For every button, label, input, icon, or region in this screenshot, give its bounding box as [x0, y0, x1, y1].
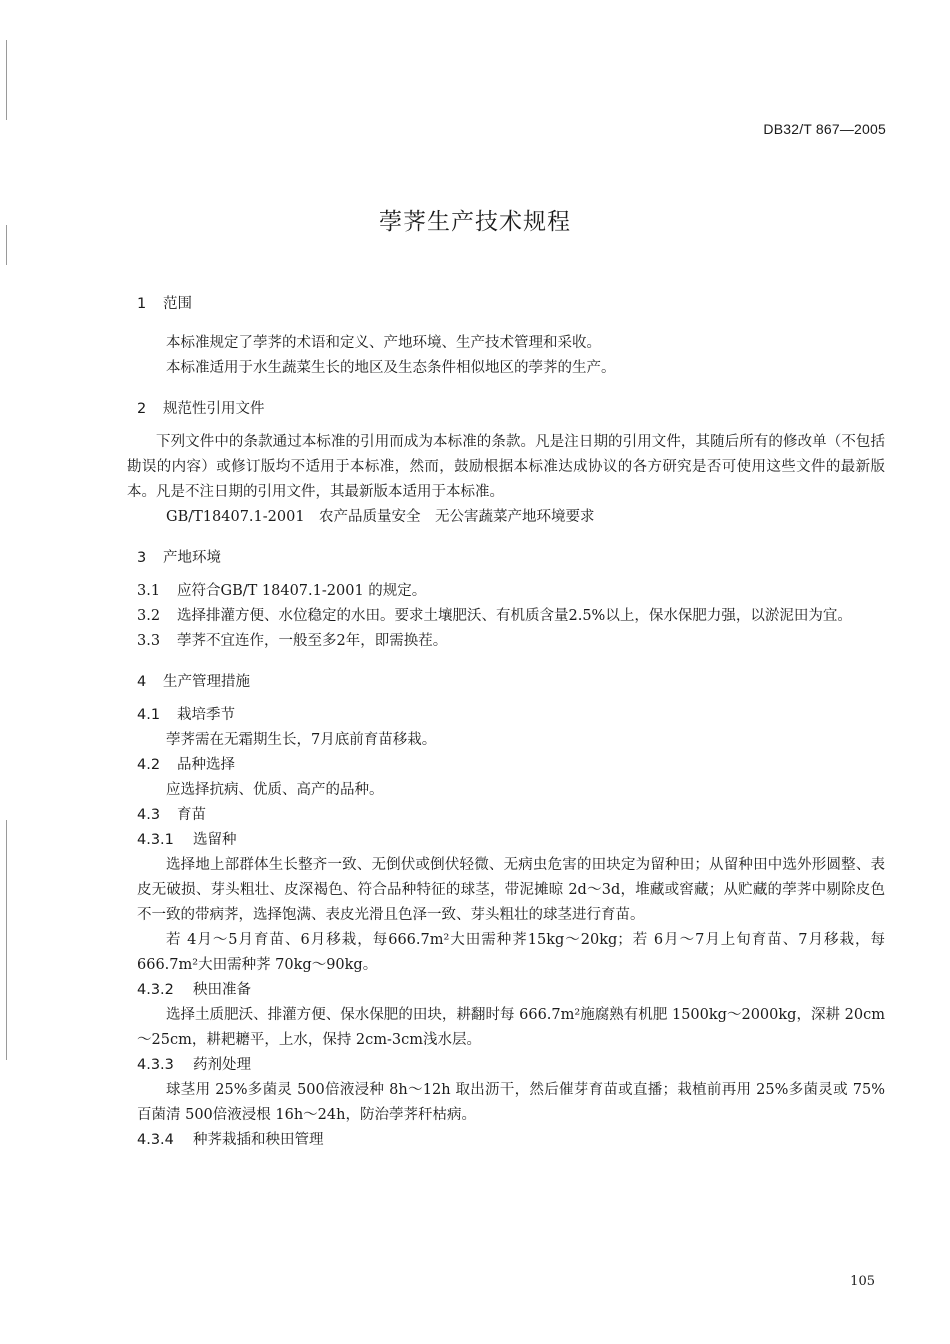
subsection-number: 4.3 [137, 807, 161, 823]
paragraph: 球茎用 25%多菌灵 500倍液浸种 8h～12h 取出沥干，然后催芽育苗或直播；栽植前再用 25%多菌灵或 75%百菌清 500倍液浸根 16h～24h，防治荸荠秆枯病。 [137, 1082, 885, 1123]
section-1-heading [137, 292, 885, 313]
section-title: 范围 [163, 296, 192, 312]
subsection-4-3-heading [137, 803, 885, 828]
subsection-title: 品种选择 [177, 757, 235, 773]
paragraph: 本标准规定了荸荠的术语和定义、产地环境、生产技术管理和采收。 [166, 335, 601, 351]
section-title: 产地环境 [163, 550, 221, 566]
section-number: 1 [137, 296, 147, 312]
section-title: 生产管理措施 [163, 674, 250, 690]
paragraph: 应选择抗病、优质、高产的品种。 [166, 782, 384, 798]
subsection-number: 4.2 [137, 757, 161, 773]
section-title: 规范性引用文件 [163, 401, 265, 417]
subsection-title: 育苗 [177, 807, 206, 823]
section-number: 4 [137, 674, 147, 690]
page-number: 105 [850, 1274, 875, 1289]
subsection-title: 秧田准备 [193, 982, 251, 998]
subsection-title: 栽培季节 [177, 707, 235, 723]
subsection-4-3-4-heading [137, 1128, 885, 1153]
section-number: 3 [137, 550, 147, 566]
scan-edge-line [6, 40, 7, 120]
clause-number: 3.2 [137, 608, 161, 624]
document-title: 荸荠生产技术规程 [379, 209, 571, 235]
normative-reference: GB/T18407.1-2001 农产品质量安全 无公害蔬菜产地环境要求 [166, 509, 595, 525]
subsection-4-3-3-heading [137, 1053, 885, 1078]
paragraph: 若 4月～5月育苗、6月移栽，每666.7m²大田需种荠15kg～20kg；若 6月～7月上旬育苗、7月移栽，每666.7m²大田需种荠 70kg～90kg。 [137, 932, 885, 973]
clause-text: 荸荠不宜连作，一般至多2年，即需换茬。 [177, 633, 448, 649]
subsection-4-2-heading [137, 753, 885, 778]
subsection-number: 4.3.2 [137, 982, 174, 998]
section-number: 2 [137, 401, 147, 417]
clause-3-2 [137, 604, 885, 629]
paragraph: 选择土质肥沃、排灌方便、保水保肥的田块，耕翻时每 666.7m²施腐熟有机肥 1500kg～2000kg，深耕 20cm～25cm，耕耙耱平，上水，保持 2cm-3cm浅水层。 [137, 1007, 885, 1048]
subsection-title: 药剂处理 [193, 1057, 251, 1073]
subsection-4-3-1-heading [137, 828, 885, 853]
standard-code: DB32/T 867—2005 [763, 121, 886, 137]
paragraph: 选择地上部群体生长整齐一致、无倒伏或倒伏轻微、无病虫危害的田块定为留种田；从留种田中选外形圆整、表皮无破损、芽头粗壮、皮深褐色、符合品种特征的球茎，带泥摊晾 2d～3d，堆藏或窖藏；从贮藏的荸荠中剔除皮色不一致的带病荠，选择饱满、表皮光滑且色泽一致、芽头粗壮的球茎进行育苗。 [137, 857, 885, 923]
subsection-number: 4.1 [137, 707, 161, 723]
section-4-heading [137, 670, 885, 691]
paragraph: 本标准适用于水生蔬菜生长的地区及生态条件相似地区的荸荠的生产。 [166, 360, 616, 376]
section-3-heading [137, 546, 885, 567]
subsection-4-1-heading [137, 703, 885, 728]
clause-3-1 [137, 579, 885, 604]
scan-edge-line [6, 820, 7, 1060]
subsection-number: 4.3.4 [137, 1132, 174, 1148]
clause-number: 3.3 [137, 633, 161, 649]
subsection-number: 4.3.3 [137, 1057, 174, 1073]
clause-text: 选择排灌方便、水位稳定的水田。要求土壤肥沃、有机质含量2.5%以上，保水保肥力强，以淤泥田为宜。 [177, 608, 852, 624]
clause-number: 3.1 [137, 583, 161, 599]
subsection-4-3-2-heading [137, 978, 885, 1003]
subsection-title: 种荠栽插和秧田管理 [193, 1132, 324, 1148]
subsection-number: 4.3.1 [137, 832, 174, 848]
paragraph: 下列文件中的条款通过本标准的引用而成为本标准的条款。凡是注日期的引用文件，其随后所有的修改单（不包括勘误的内容）或修订版均不适用于本标准，然而，鼓励根据本标准达成协议的各方研究是否可使用这些文件的最新版本。凡是不注日期的引用文件，其最新版本适用于本标准。 [127, 434, 885, 500]
subsection-title: 选留种 [193, 832, 237, 848]
clause-text: 应符合GB/T 18407.1-2001 的规定。 [177, 583, 427, 599]
section-2-heading [137, 397, 885, 418]
paragraph: 荸荠需在无霜期生长，7月底前育苗移栽。 [166, 732, 437, 748]
document-body [127, 292, 885, 1153]
clause-3-3 [137, 629, 885, 654]
